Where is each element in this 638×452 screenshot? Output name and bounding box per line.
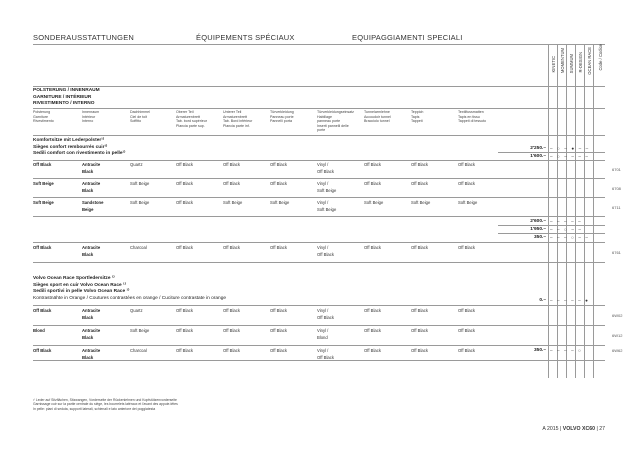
- grid-v: [566, 44, 567, 378]
- page-footer: A 2015 | VOLVO XC60 | 27: [542, 426, 605, 432]
- footnote: ¹⁾ Leder auf Sitzflächen, Sitzwangen, Vorderseite der Rückenlehnen und Kopfstützenvorderseite Garnissage cuir sur la partie centrale du siège, les bourrelets latéraux et l'avant des appuie-têtes In pelle: piani di seduta, supporti laterali, schienali e lato anteriore dei poggiatesta: [33, 398, 178, 411]
- cap-mats: Textilfussmatten Tapis en tissu Tappeti di tessuto: [458, 110, 486, 124]
- code-label: Code / Codice: [598, 44, 603, 71]
- code: 6708: [612, 186, 621, 191]
- group2-marks-2: – – ○ – –: [550, 227, 583, 232]
- group2-price-3: 350.–: [533, 235, 546, 240]
- grid-v: [593, 44, 594, 378]
- row-marks: – – – – ○: [550, 348, 583, 353]
- cap-door: Türverkleidung Panneau porte Pannelli porta: [270, 110, 294, 124]
- grid-v: [557, 44, 558, 378]
- group3-marks: – – – – – ●: [550, 298, 590, 303]
- trim-momentum: MOMENTUM: [560, 48, 565, 74]
- group1-price-2: 1'600.–: [530, 154, 546, 159]
- header-it: EQUIPAGGIAMENTI SPECIALI: [352, 33, 463, 42]
- row-rule: [33, 242, 605, 243]
- group3-title: Volvo Ocean Race Sportledersitze ¹⁾ Sièges sport en cuir Volvo Ocean Race ¹⁾ Sedili sportivi in pelle Volvo Ocean Race ¹⁾ Kontrastnähte in Orange / Coutures contrastées en orange / Cuciture contrastate in orange: [33, 276, 227, 301]
- cap-interior: Innenraum Intérieur Interno: [82, 110, 100, 124]
- code: 6701: [612, 167, 621, 172]
- code: 6761: [612, 250, 621, 255]
- group2-price-1: 2'600.–: [530, 219, 546, 224]
- group1-marks-1: – ○ – ● – –: [550, 146, 590, 151]
- group1-marks-2: – ○ – – – –: [550, 154, 590, 159]
- cap-insert: Türverkleidungseinsatz Habillage panneau porte Inserti pannelli delle porte: [317, 110, 354, 133]
- code: 6W12: [612, 333, 623, 338]
- header-fr: ÉQUIPEMENTS SPÉCIAUX: [196, 33, 295, 42]
- cap-upper: Oberer Teil Armaturenbrett Tab. bord supérieur Plancia parte sup.: [176, 110, 207, 128]
- grid-v: [584, 44, 585, 378]
- cap-armrest: Tunnelarmlehne Accoudoir tunnel Bracciolo tunnel: [364, 110, 391, 124]
- grid-v: [548, 44, 549, 378]
- group1-price-1: 2'250.–: [530, 146, 546, 151]
- grid-v: [575, 44, 576, 378]
- code: 6711: [612, 205, 621, 210]
- brand: VOLVO XC60: [562, 426, 595, 432]
- section-rule: [33, 108, 605, 109]
- trim-summum: SUMMUM: [569, 54, 574, 74]
- trim-rdesign: R-DESIGN: [578, 52, 583, 73]
- row-rule: [33, 262, 605, 263]
- cap-upholstery: Polsterung Garniture Rivestimento: [33, 110, 54, 124]
- row-rule: [33, 178, 605, 179]
- cap-carpet: Teppich Tapis Tappeti: [411, 110, 424, 124]
- header-de: SONDERAUSSTATTUNGEN: [33, 33, 135, 42]
- group3-price: 0.–: [539, 298, 546, 303]
- row-rule: [33, 360, 605, 361]
- row-rule: [33, 216, 605, 217]
- trim-oceanrace: OCEAN RACE: [587, 47, 592, 75]
- group2-price-2: 1'950.–: [530, 227, 546, 232]
- caption-rule: [33, 135, 605, 136]
- group2-marks-3: – – – ○ – –: [550, 235, 590, 240]
- group1-title: Komfortsitze mit Lederpolster¹⁾ Sièges confort rembourrés cuir¹⁾ Sedili comfort con rivestimento in pelle¹⁾: [33, 138, 126, 156]
- trim-kinetic: KINETIC: [551, 56, 556, 73]
- cap-lower: Unterer Teil Armaturenbrett Tab. Bord inférieur Plancia parte inf.: [223, 110, 253, 128]
- cap-ceiling: Dachhimmel Ciel de toit Soffitto: [130, 110, 150, 124]
- header-rule: [33, 44, 605, 45]
- row-rule: [33, 305, 605, 306]
- section-title: POLSTERUNG / INNENRAUM GARNITURE / INTÉRIEUR RIVESTIMENTO / INTERNO: [33, 88, 100, 106]
- section-rule: [33, 86, 605, 87]
- code: 6W02: [612, 313, 623, 318]
- group2-marks-1: – – – – –: [550, 219, 583, 224]
- row-rule: [33, 345, 605, 346]
- row-rule: [33, 325, 605, 326]
- row-price: 350.–: [533, 348, 546, 353]
- code: 6W62: [612, 348, 623, 353]
- row-rule: [33, 197, 605, 198]
